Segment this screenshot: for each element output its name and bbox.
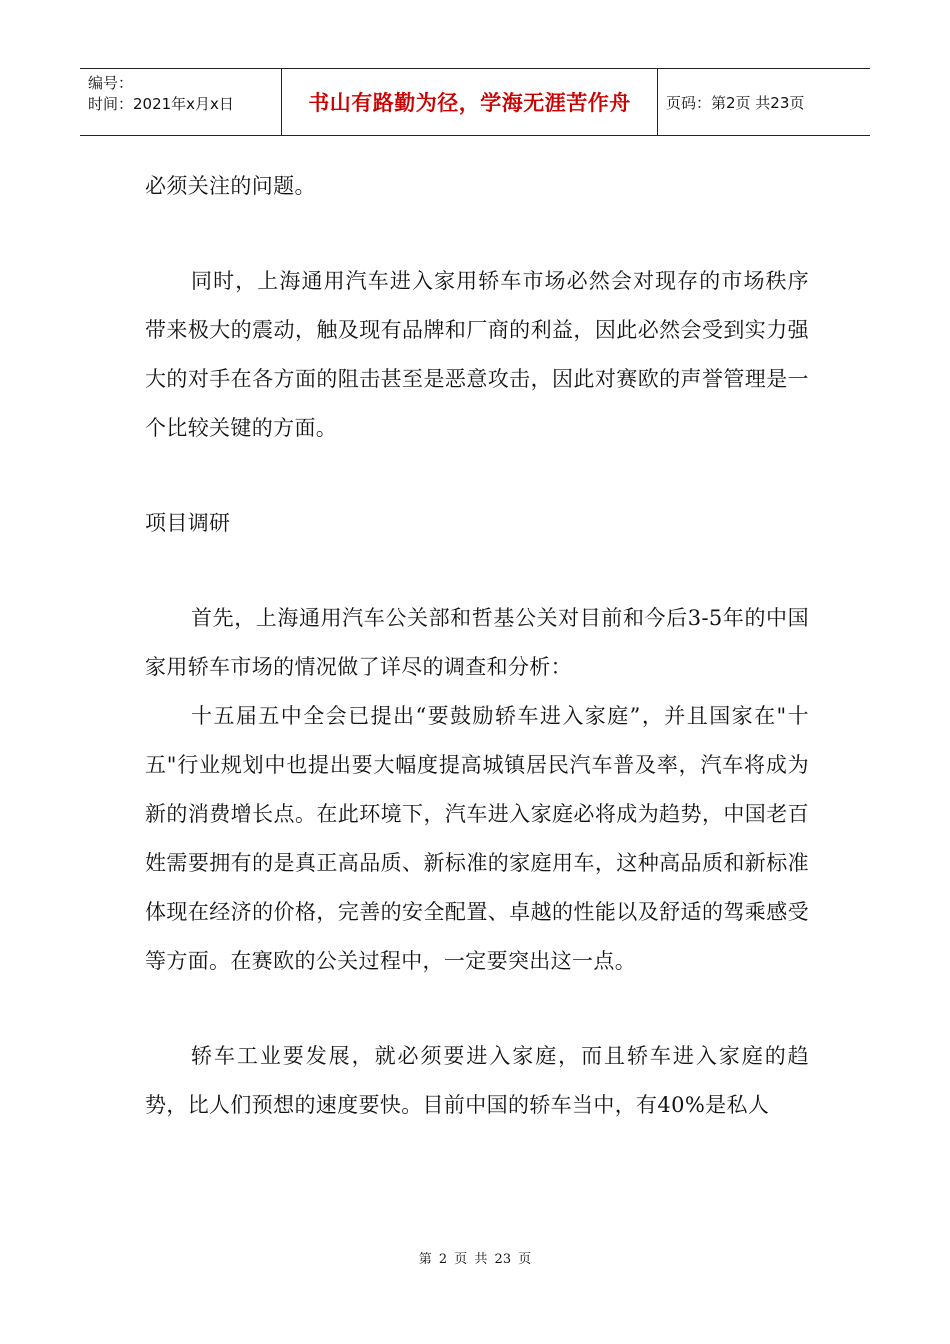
paragraph-competition: 同时，上海通用汽车进入家用轿车市场必然会对现存的市场秩序带来极大的震动，触及现有品牌和厂商的利益，因此必然会受到实力强大的对手在各方面的阻击甚至是恶意攻击，因此对赛欧的声誉管理是一个比较关键的方面。 bbox=[145, 269, 809, 440]
section-heading-research: 项目调研 bbox=[145, 511, 231, 535]
document-body bbox=[145, 162, 809, 1130]
header-page-info: 页码：第2页 共23页 bbox=[666, 93, 805, 112]
paragraph-research-intro: 首先，上海通用汽车公关部和哲基公关对目前和今后3-5年的中国家用轿车市场的情况做了详尽的调查和分析： bbox=[145, 606, 809, 679]
page-footer: 第 2 页 共 23 页 bbox=[418, 1252, 532, 1267]
document-time-label: 时间：2021年x月x日 bbox=[88, 95, 234, 113]
paragraph-policy: 十五届五中全会已提出“要鼓励轿车进入家庭”，并且国家在"十五"行业规划中也提出要大幅度提高城镇居民汽车普及率，汽车将成为新的消费增长点。在此环境下，汽车进入家庭必将成为趋势，中国老百姓需要拥有的是真正高品质、新标准的家庭用车，这种高品质和新标准体现在经济的价格，完善的安全配置、卓越的性能以及舒适的驾乘感受等方面。在赛欧的公关过程中，一定要突出这一点。 bbox=[145, 704, 809, 973]
document-number-label: 编号： bbox=[88, 74, 134, 92]
header-motto-cell bbox=[282, 69, 658, 135]
header-page-cell bbox=[658, 69, 870, 135]
document-header bbox=[80, 68, 870, 136]
header-meta-cell bbox=[80, 69, 282, 135]
header-motto: 书山有路勤为径，学海无涯苦作舟 bbox=[308, 91, 631, 115]
paragraph-continuation: 必须关注的问题。 bbox=[145, 174, 316, 198]
paragraph-industry: 轿车工业要发展，就必须要进入家庭，而且轿车进入家庭的趋势，比人们预想的速度要快。目前中国的轿车当中，有40%是私人 bbox=[145, 1044, 809, 1117]
